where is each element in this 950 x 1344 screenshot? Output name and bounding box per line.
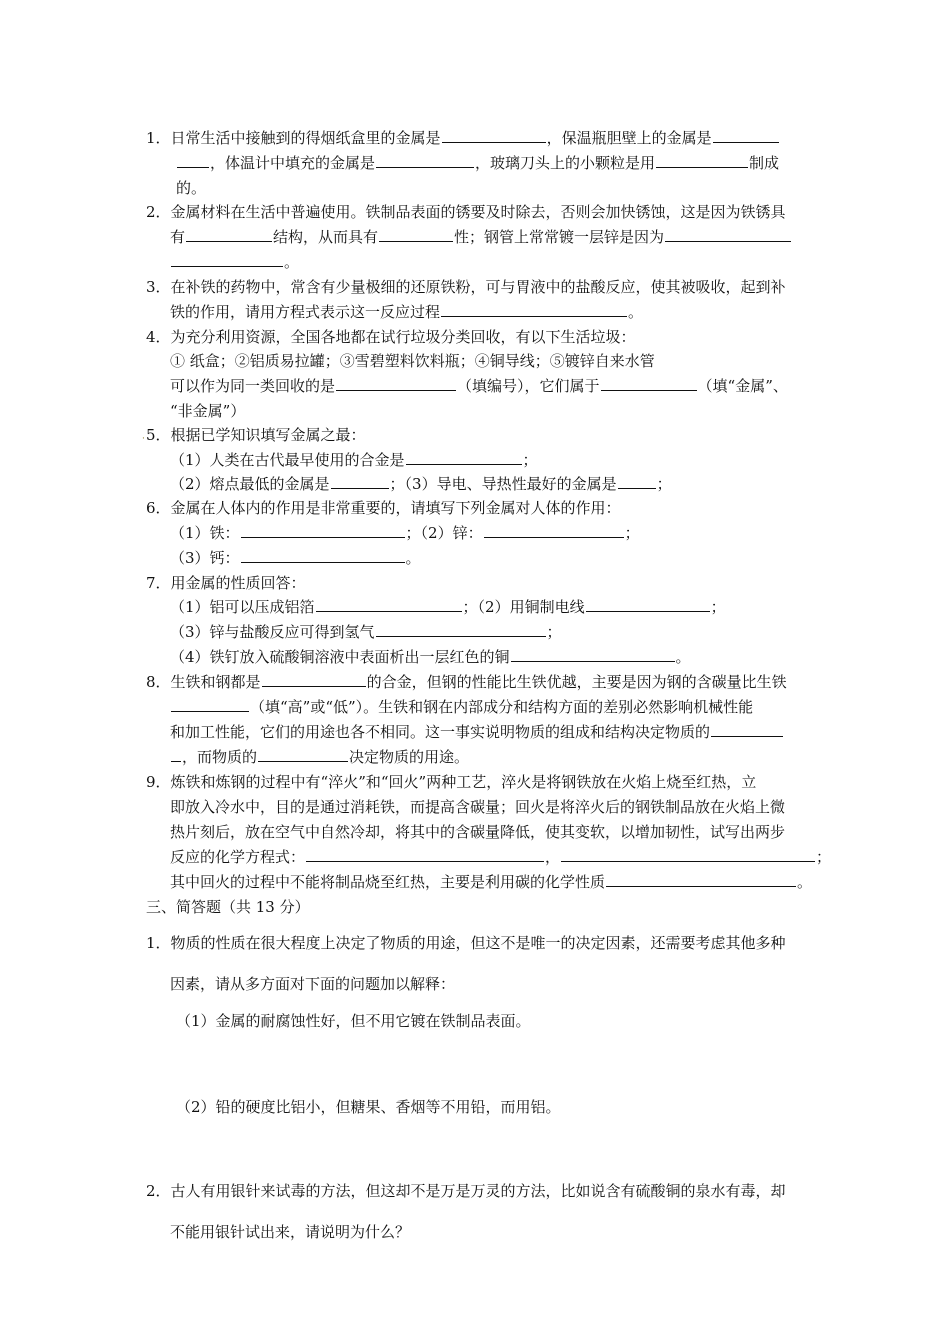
answer-blank[interactable]: [171, 747, 181, 762]
question-8-line-4: ，而物质的 决定物质的用途。: [170, 747, 469, 767]
question-4-line-3: 可以作为同一类回收的是 （填编号），它们属于 （填“金属”、: [170, 377, 788, 395]
question-number: 3．: [146, 278, 171, 296]
short-answer-1: 1．物质的性质在很大程度上决定了物质的用途，但这不是唯一的决定因素，还需要考虑其他多种: [146, 934, 786, 952]
question-number: 5．: [146, 426, 171, 444]
answer-blank[interactable]: [441, 302, 627, 317]
question-2-line-2: 有 结构，从而具有 性；钢管上常常镀一层锌是因为: [170, 227, 792, 247]
question-7-line-4: （4）铁钉放入硫酸铜溶液中表面析出一层红色的铜 。: [170, 648, 691, 666]
answer-blank[interactable]: [484, 523, 624, 538]
answer-blank[interactable]: [171, 252, 283, 267]
answer-blank[interactable]: [316, 597, 462, 612]
answer-blank[interactable]: [376, 153, 474, 168]
question-9-line-2: 即放入冷水中，目的是通过消耗铁，而提高含碳量；回火是将淬火后的钢铁制品放在火焰上微: [170, 798, 786, 816]
question-2-line-3: 。: [170, 252, 299, 272]
question-8-line-3: 和加工性能，它们的用途也各不相同。这一事实说明物质的组成和结构决定物质的: [170, 722, 784, 742]
answer-blank[interactable]: [262, 672, 366, 687]
scan-mark: ·: [142, 434, 145, 444]
answer-blank[interactable]: [665, 227, 791, 242]
question-9-line-4: 反应的化学方程式： ， ；: [170, 848, 832, 866]
question-5: 5．根据已学知识填写金属之最：: [146, 426, 366, 444]
question-4-line-4: “非金属”）: [170, 402, 246, 420]
answer-blank[interactable]: [241, 523, 405, 538]
question-5-line-3: （2）熔点最低的金属是 ；（3）导电、导热性最好的金属是 ；: [170, 475, 672, 493]
answer-blank[interactable]: [511, 647, 675, 662]
answer-blank[interactable]: [171, 697, 249, 712]
question-number: 8．: [146, 673, 171, 691]
answer-blank[interactable]: [601, 376, 697, 391]
question-7: 7．用金属的性质回答：: [146, 574, 306, 592]
question-7-line-2: （1）铝可以压成铝箔 ；（2）用铜制电线 ；: [170, 598, 726, 616]
question-2: 2．金属材料在生活中普遍使用。铁制品表面的锈要及时除去，否则会加快锈蚀，这是因为铁锈具: [146, 203, 786, 221]
question-8: 8．生铁和钢都是 的合金，但钢的性能比生铁优越，主要是因为钢的含碳量比生铁: [146, 673, 787, 691]
question-3: 3．在补铁的药物中，常含有少量极细的还原铁粉，可与胃液中的盐酸反应，使其被吸收，起到补: [146, 278, 786, 296]
question-6: 6．金属在人体内的作用是非常重要的，请填写下列金属对人体的作用：: [146, 499, 621, 517]
question-1-line-2: ，体温计中填充的金属是 ，玻璃刀头上的小颗粒是用 制成: [176, 153, 779, 173]
answer-blank[interactable]: [713, 128, 779, 143]
question-3-line-2: 铁的作用，请用方程式表示这一反应过程 。: [170, 303, 644, 321]
short-answer-1-part-1: （1）金属的耐腐蚀性好，但不用它镀在铁制品表面。: [176, 1012, 531, 1030]
answer-blank[interactable]: [241, 548, 405, 563]
question-1-line-3: 的。: [176, 179, 207, 197]
answer-blank[interactable]: [586, 597, 710, 612]
short-answer-2: 2．古人有用银针来试毒的方法，但这却不是万是万灵的方法，比如说含有硫酸铜的泉水有毒，却: [146, 1182, 786, 1200]
answer-blank[interactable]: [376, 622, 546, 637]
short-answer-1-part-2: （2）铅的硬度比铝小，但糖果、香烟等不用铅，而用铝。: [176, 1098, 561, 1116]
question-number: 2．: [146, 203, 171, 221]
question-1: 1．日常生活中接触到的得烟纸盒里的金属是 ，保温瓶胆壁上的金属是: [146, 128, 780, 148]
short-answer-1-line-2: 因素，请从多方面对下面的问题加以解释：: [170, 975, 456, 993]
answer-blank[interactable]: [336, 376, 456, 391]
question-4-options: ① 纸盒；②铝质易拉罐；③雪碧塑料饮料瓶；④铜导线；⑤镀锌自来水管: [170, 352, 655, 370]
question-number: 1．: [146, 934, 171, 952]
question-number: 4．: [146, 328, 171, 346]
answer-blank[interactable]: [406, 450, 522, 465]
answer-blank[interactable]: [258, 747, 348, 762]
question-9-line-5: 其中回火的过程中不能将制品烧至红热，主要是利用碳的化学性质 。: [170, 873, 813, 891]
question-number: 1．: [146, 129, 171, 147]
question-number: 6．: [146, 499, 171, 517]
question-number: 2．: [146, 1182, 171, 1200]
answer-blank[interactable]: [306, 847, 544, 862]
answer-blank[interactable]: [606, 872, 796, 887]
question-6-line-2: （1）铁： ；（2）锌： ；: [170, 524, 640, 542]
question-5-line-2: （1）人类在古代最早使用的合金是 ；: [170, 451, 538, 469]
answer-blank[interactable]: [561, 847, 815, 862]
answer-blank[interactable]: [379, 227, 453, 242]
question-number: 9．: [146, 773, 171, 791]
question-7-line-3: （3）锌与盐酸反应可得到氢气 ；: [170, 623, 562, 641]
question-9: 9．炼铁和炼钢的过程中有“淬火”和“回火”两种工艺，淬火是将钢铁放在火焰上烧至红热，立: [146, 773, 757, 791]
short-answer-2-line-2: 不能用银针试出来，请说明为什么？: [170, 1223, 411, 1241]
answer-blank[interactable]: [656, 153, 748, 168]
question-4: 4．为充分利用资源，全国各地都在试行垃圾分类回收，有以下生活垃圾：: [146, 328, 636, 346]
question-8-line-2: （填“高”或“低”）。生铁和钢在内部成分和结构方面的差别必然影响机械性能: [170, 697, 753, 717]
answer-blank[interactable]: [618, 474, 656, 489]
answer-blank[interactable]: [177, 153, 209, 168]
question-number: 7．: [146, 574, 171, 592]
question-9-line-3: 热片刻后，放在空气中自然冷却，将其中的含碳量降低，使其变软，以增加韧性，试写出两步: [170, 823, 786, 841]
question-6-line-3: （3）钙： 。: [170, 549, 421, 567]
answer-blank[interactable]: [711, 722, 783, 737]
answer-blank[interactable]: [186, 227, 272, 242]
answer-blank[interactable]: [442, 128, 546, 143]
section-heading: 三、简答题（共 13 分）: [146, 898, 310, 916]
answer-blank[interactable]: [331, 474, 389, 489]
